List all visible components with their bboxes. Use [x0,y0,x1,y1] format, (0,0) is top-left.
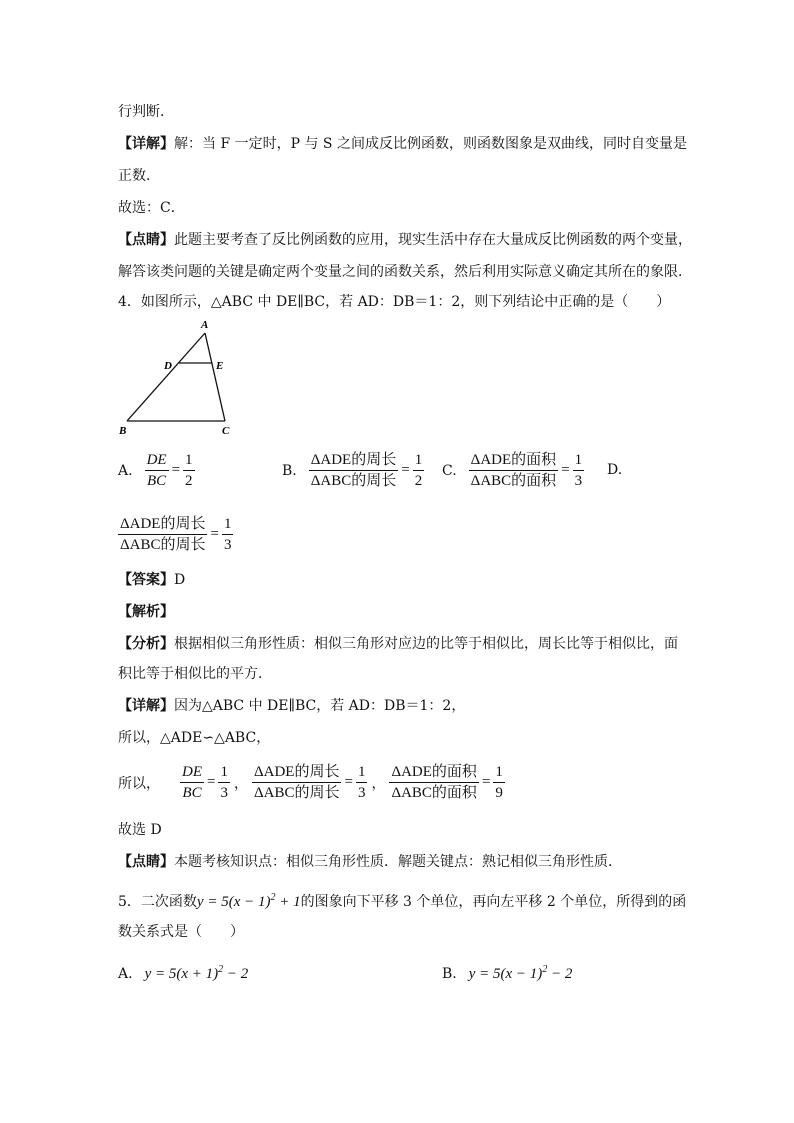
expr: y = 5(x − 1) [196,894,271,910]
text-line: 正数． [118,168,160,184]
section-tag: 【分析】 [118,636,174,652]
fraction [145,450,169,491]
question-4: 4．如图所示，△ABC 中 DE∥BC，若 AD：DB＝1：2，则下列结论中正确的是（ ） [118,294,671,310]
section-tag: 【详解】 [118,698,174,714]
text-line: 积比等于相似比的平方． [118,666,272,682]
vertex-label-e: E [216,360,224,372]
text-line [118,134,687,154]
option-5a [118,960,248,984]
section-tag: 【点睛】 [118,854,174,870]
answer-line [118,570,185,590]
side-ac [205,333,225,421]
expr-tail: − 2 [223,966,249,982]
option-expr [469,966,573,982]
text: 根据相似三角形性质：相似三角形对应边的比等于相似比，周长比等于相似比，面 [174,636,678,652]
text-line [118,696,465,716]
fraction [222,514,234,555]
option-c: C. $\frac{\text{ΔADE的面积}}{\text{ΔABC的面积}}$ = $\frac{1}{3}$ [442,452,583,489]
denominator: ΔABC的周长 [253,785,340,801]
text-line [118,852,622,872]
section-tag: 【点睛】 [118,232,174,248]
fraction [573,450,585,491]
vertex-label-b: B [119,425,127,437]
fraction [389,762,479,803]
section-tag: 【解析】 [118,604,174,620]
numerator: 1 [183,450,195,471]
vertex-label-c: C [222,425,230,437]
option-label: A. [118,966,133,982]
numerator: 1 [356,762,368,783]
denominator: 2 [414,473,423,489]
section-tag: 【答案】 [118,572,174,588]
fraction [469,450,559,491]
text-line: 解答该类问题的关键是确定两个变量之间的函数关系，然后利用实际意义确定其所在的象限． [118,264,692,280]
text: 本题考核知识点：相似三角形性质．解题关键点：熟记相似三角形性质． [174,854,622,870]
denominator: 3 [223,537,232,553]
option-expr [145,966,249,982]
option-b: B. $\frac{\text{ΔADE的周长}}{\text{ΔABC的周长}}$ = $\frac{1}{2}$ [282,452,423,489]
numerator: ΔADE的周长 [309,450,398,471]
triangle-figure [115,315,245,440]
option-d: $\frac{\text{ΔADE的周长}}{\text{ΔABC的周长}}$ = $\frac{1}{3}$ [120,516,232,553]
fraction [252,762,342,803]
option-label: D. [607,462,623,478]
fraction [218,762,230,803]
expr-tail: + 1 [275,894,301,910]
numerator: 1 [413,450,425,471]
text-line [118,230,692,250]
numerator: 1 [573,450,585,471]
separator: ， [371,775,386,792]
denominator: 3 [574,473,583,489]
function-expr [197,894,301,910]
fraction [118,514,208,555]
text-line: 行判断． [118,104,174,120]
text: 解：当 F 一定时，P 与 S 之间成反比例函数，则函数图象是双曲线，同时自变量是 [174,136,687,152]
text: 此题主要考查了反比例函数的应用，现实生活中存在大量成反比例函数的两个变量， [174,232,692,248]
fraction [493,762,505,803]
expr-tail: − 2 [547,966,573,982]
side-ab [127,333,205,421]
option-label: A. [118,462,133,479]
fraction [183,450,195,491]
question-5 [118,888,686,912]
expr: y = 5(x − 1) [468,966,543,982]
numerator: 1 [222,514,234,535]
exponent: 2 [218,964,224,975]
fraction [356,762,368,803]
denominator: BC [146,473,167,489]
option-label: B. [442,966,457,982]
denominator: ΔABC的周长 [310,473,397,489]
numerator: DE [180,762,204,783]
text-line: 故选 D [118,822,162,838]
text: 因为△ABC 中 DE∥BC，若 AD：DB＝1：2， [174,698,466,714]
text-line [118,634,678,654]
denominator: 3 [357,785,366,801]
exponent: 2 [542,964,548,975]
option-a: A. $\frac{DE}{BC}$ = $\frac{1}{2}$ [118,452,193,489]
denominator: ΔABC的周长 [120,537,206,553]
section-tag: 【详解】 [118,136,174,152]
numerator: ΔADE的周长 [118,514,207,535]
text-line: 所以，△ADE∽△ABC， [118,730,271,746]
option-5b [442,960,572,984]
vertex-label-d: D [164,360,172,372]
numerator: DE [145,450,169,471]
denominator: 9 [495,785,503,801]
option-label: B. [282,462,297,479]
option-label: C. [442,462,457,479]
text: 5．二次函数 [118,894,197,910]
text: 的图象向下平移 3 个单位，再向左平移 2 个单位，所得到的函 [300,894,687,910]
text: 所以， [118,775,160,792]
text-line: 故选：C． [118,200,185,216]
numerator: ΔADE的面积 [389,762,478,783]
denominator: 2 [185,473,193,489]
fraction [309,450,399,491]
denominator: BC [182,785,202,801]
vertex-label-a: A [201,319,209,331]
fraction [180,762,204,803]
denominator: ΔABC的面积 [391,785,477,801]
text-line: 数关系式是（ ） [118,924,244,940]
numerator: ΔADE的面积 [469,450,558,471]
denominator: 3 [220,785,228,801]
expr: y = 5(x + 1) [144,966,219,982]
separator: ， [233,775,248,792]
numerator: ΔADE的周长 [252,762,341,783]
numerator: 1 [218,762,230,783]
answer-value: D [174,572,186,588]
fraction [413,450,425,491]
exponent: 2 [270,892,276,903]
ratio-line: 所以， $\frac{DE}{BC}$ = $\frac{1}{3}$ ， $\frac{\text{ΔADE的周长}}{\text{ΔABC的周长}}$ = $\frac{1}{3}$ ， $\frac{\text{ΔADE的面积}}{\text{ΔABC的面积}}$ = $\frac{1}{9}$ [118,764,503,801]
denominator: ΔABC的面积 [470,473,557,489]
numerator: 1 [493,762,505,783]
option-d-label-wrap [607,462,622,478]
